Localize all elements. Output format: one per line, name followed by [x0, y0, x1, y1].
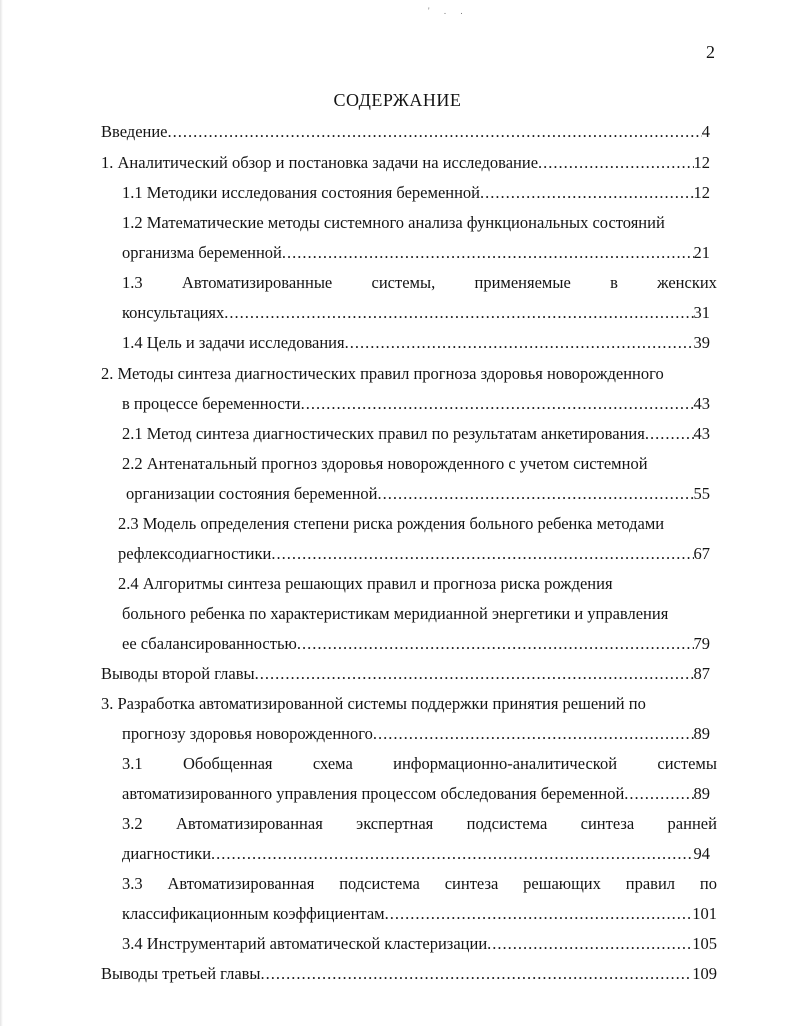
toc-entry-1-2-line1[interactable]: 1.2 Математические методы системного анализа функциональных состояний [122, 213, 665, 232]
toc-entry-3-2-line2[interactable]: диагностики ..... 94 [122, 842, 710, 866]
leader-dots [271, 542, 693, 566]
toc-page: 94 [693, 844, 710, 863]
leader-dots [224, 301, 693, 325]
leader-dots [261, 962, 693, 986]
toc-entry-1-3-line1[interactable]: 1.3 Автоматизированные системы, применяемые в женских [122, 273, 717, 292]
toc-page: 12 [693, 153, 710, 172]
toc-page: 79 [693, 634, 710, 653]
toc-entry-3-1-line2[interactable]: автоматизированного управления процессом обследования беременной ..... 89 [122, 782, 710, 806]
toc-entry-1-2-line2[interactable]: организма беременной ..... 21 [122, 241, 710, 265]
toc-page: 43 [693, 424, 710, 443]
toc-entry-1-1[interactable]: 1.1 Методики исследования состояния беременной ..... 12 [122, 181, 710, 205]
toc-page: 55 [693, 484, 710, 503]
leader-dots [624, 782, 693, 806]
toc-entry-1-4[interactable]: 1.4 Цель и задачи исследования ..... 39 [122, 331, 710, 355]
toc-entry-2-4-line1[interactable]: 2.4 Алгоритмы синтеза решающих правил и прогноза риска рождения [118, 574, 613, 593]
toc-page: 109 [692, 964, 717, 983]
toc-entry-2-3-line1[interactable]: 2.3 Модель определения степени риска рождения больного ребенка методами [118, 514, 665, 533]
leader-dots [538, 151, 693, 175]
leader-dots [297, 632, 694, 656]
toc-entry-chapter-1[interactable]: 1. Аналитический обзор и постановка задачи на исследование ..... 12 [101, 151, 710, 175]
toc-entry-2-4-line3[interactable]: ее сбалансированностью ..... 79 [122, 632, 710, 656]
toc-entry-chapter-2-line2[interactable]: в процессе беременности ..... 43 [122, 392, 710, 416]
leader-dots [211, 842, 693, 866]
toc-entry-3-1-line1[interactable]: 3.1 Обобщенная схема информационно-аналитической системы [122, 754, 717, 773]
toc-entry-chapter-3-line1[interactable]: 3. Разработка автоматизированной системы поддержки принятия решений по [101, 694, 646, 713]
toc-page: 12 [693, 183, 710, 202]
toc-entry-conclusions-3[interactable]: Выводы третьей главы ..... 109 [101, 962, 717, 986]
leader-dots [378, 482, 694, 506]
page-title: СОДЕРЖАНИЕ [333, 90, 462, 110]
toc-entry-conclusions-2[interactable]: Выводы второй главы ..... 87 [101, 662, 710, 686]
toc-page: 101 [692, 904, 717, 923]
scan-specks: ' . . [428, 6, 469, 16]
leader-dots [373, 722, 694, 746]
toc-entry-chapter-2-line1[interactable]: 2. Методы синтеза диагностических правил прогноза здоровья новорожденного [101, 364, 664, 383]
page-number: 2 [706, 42, 715, 62]
toc-page: 89 [693, 784, 710, 803]
toc-page: 21 [693, 243, 710, 262]
toc-entry-1-3-line2[interactable]: консультациях ..... 31 [122, 301, 710, 325]
leader-dots [255, 662, 694, 686]
leader-dots [480, 181, 693, 205]
toc-page: 43 [693, 394, 710, 413]
toc-entry-2-1[interactable]: 2.1 Метод синтеза диагностических правил по результатам анкетирования ..... 43 [122, 422, 710, 446]
toc-entry-intro[interactable]: Введение ..... 4 [101, 120, 710, 144]
scan-edge-shadow [0, 0, 3, 1026]
leader-dots [301, 392, 694, 416]
toc-entry-3-3-line1[interactable]: 3.3 Автоматизированная подсистема синтеза решающих правил по [122, 874, 717, 893]
toc-entry-2-2-line2[interactable]: организации состояния беременной ..... 55 [126, 482, 710, 506]
toc-entry-2-3-line2[interactable]: рефлексодиагностики ..... 67 [118, 542, 710, 566]
toc-page: 67 [693, 544, 710, 563]
toc-entry-3-4[interactable]: 3.4 Инструментарий автоматической кластеризации ..... 105 [122, 932, 717, 956]
toc-entry-3-3-line2[interactable]: классификационным коэффициентам ..... 101 [122, 902, 717, 926]
toc-entry-chapter-3-line2[interactable]: прогнозу здоровья новорожденного ..... 89 [122, 722, 710, 746]
leader-dots [487, 932, 692, 956]
toc-entry-2-4-line2[interactable]: больного ребенка по характеристикам меридианной энергетики и управления [122, 604, 669, 623]
toc-entry-3-2-line1[interactable]: 3.2 Автоматизированная экспертная подсистема синтеза ранней [122, 814, 717, 833]
toc-entry-2-2-line1[interactable]: 2.2 Антенатальный прогноз здоровья новорожденного с учетом системной [122, 454, 648, 473]
toc-page: 39 [693, 333, 710, 352]
leader-dots [385, 902, 693, 926]
toc-page: 89 [693, 724, 710, 743]
toc-page: 31 [693, 303, 710, 322]
leader-dots [345, 331, 694, 355]
toc-page: 4 [701, 122, 710, 141]
leader-dots [645, 422, 694, 446]
leader-dots [168, 120, 702, 144]
leader-dots [282, 241, 694, 265]
toc-page: 87 [693, 664, 710, 683]
toc-page: 105 [692, 934, 717, 953]
